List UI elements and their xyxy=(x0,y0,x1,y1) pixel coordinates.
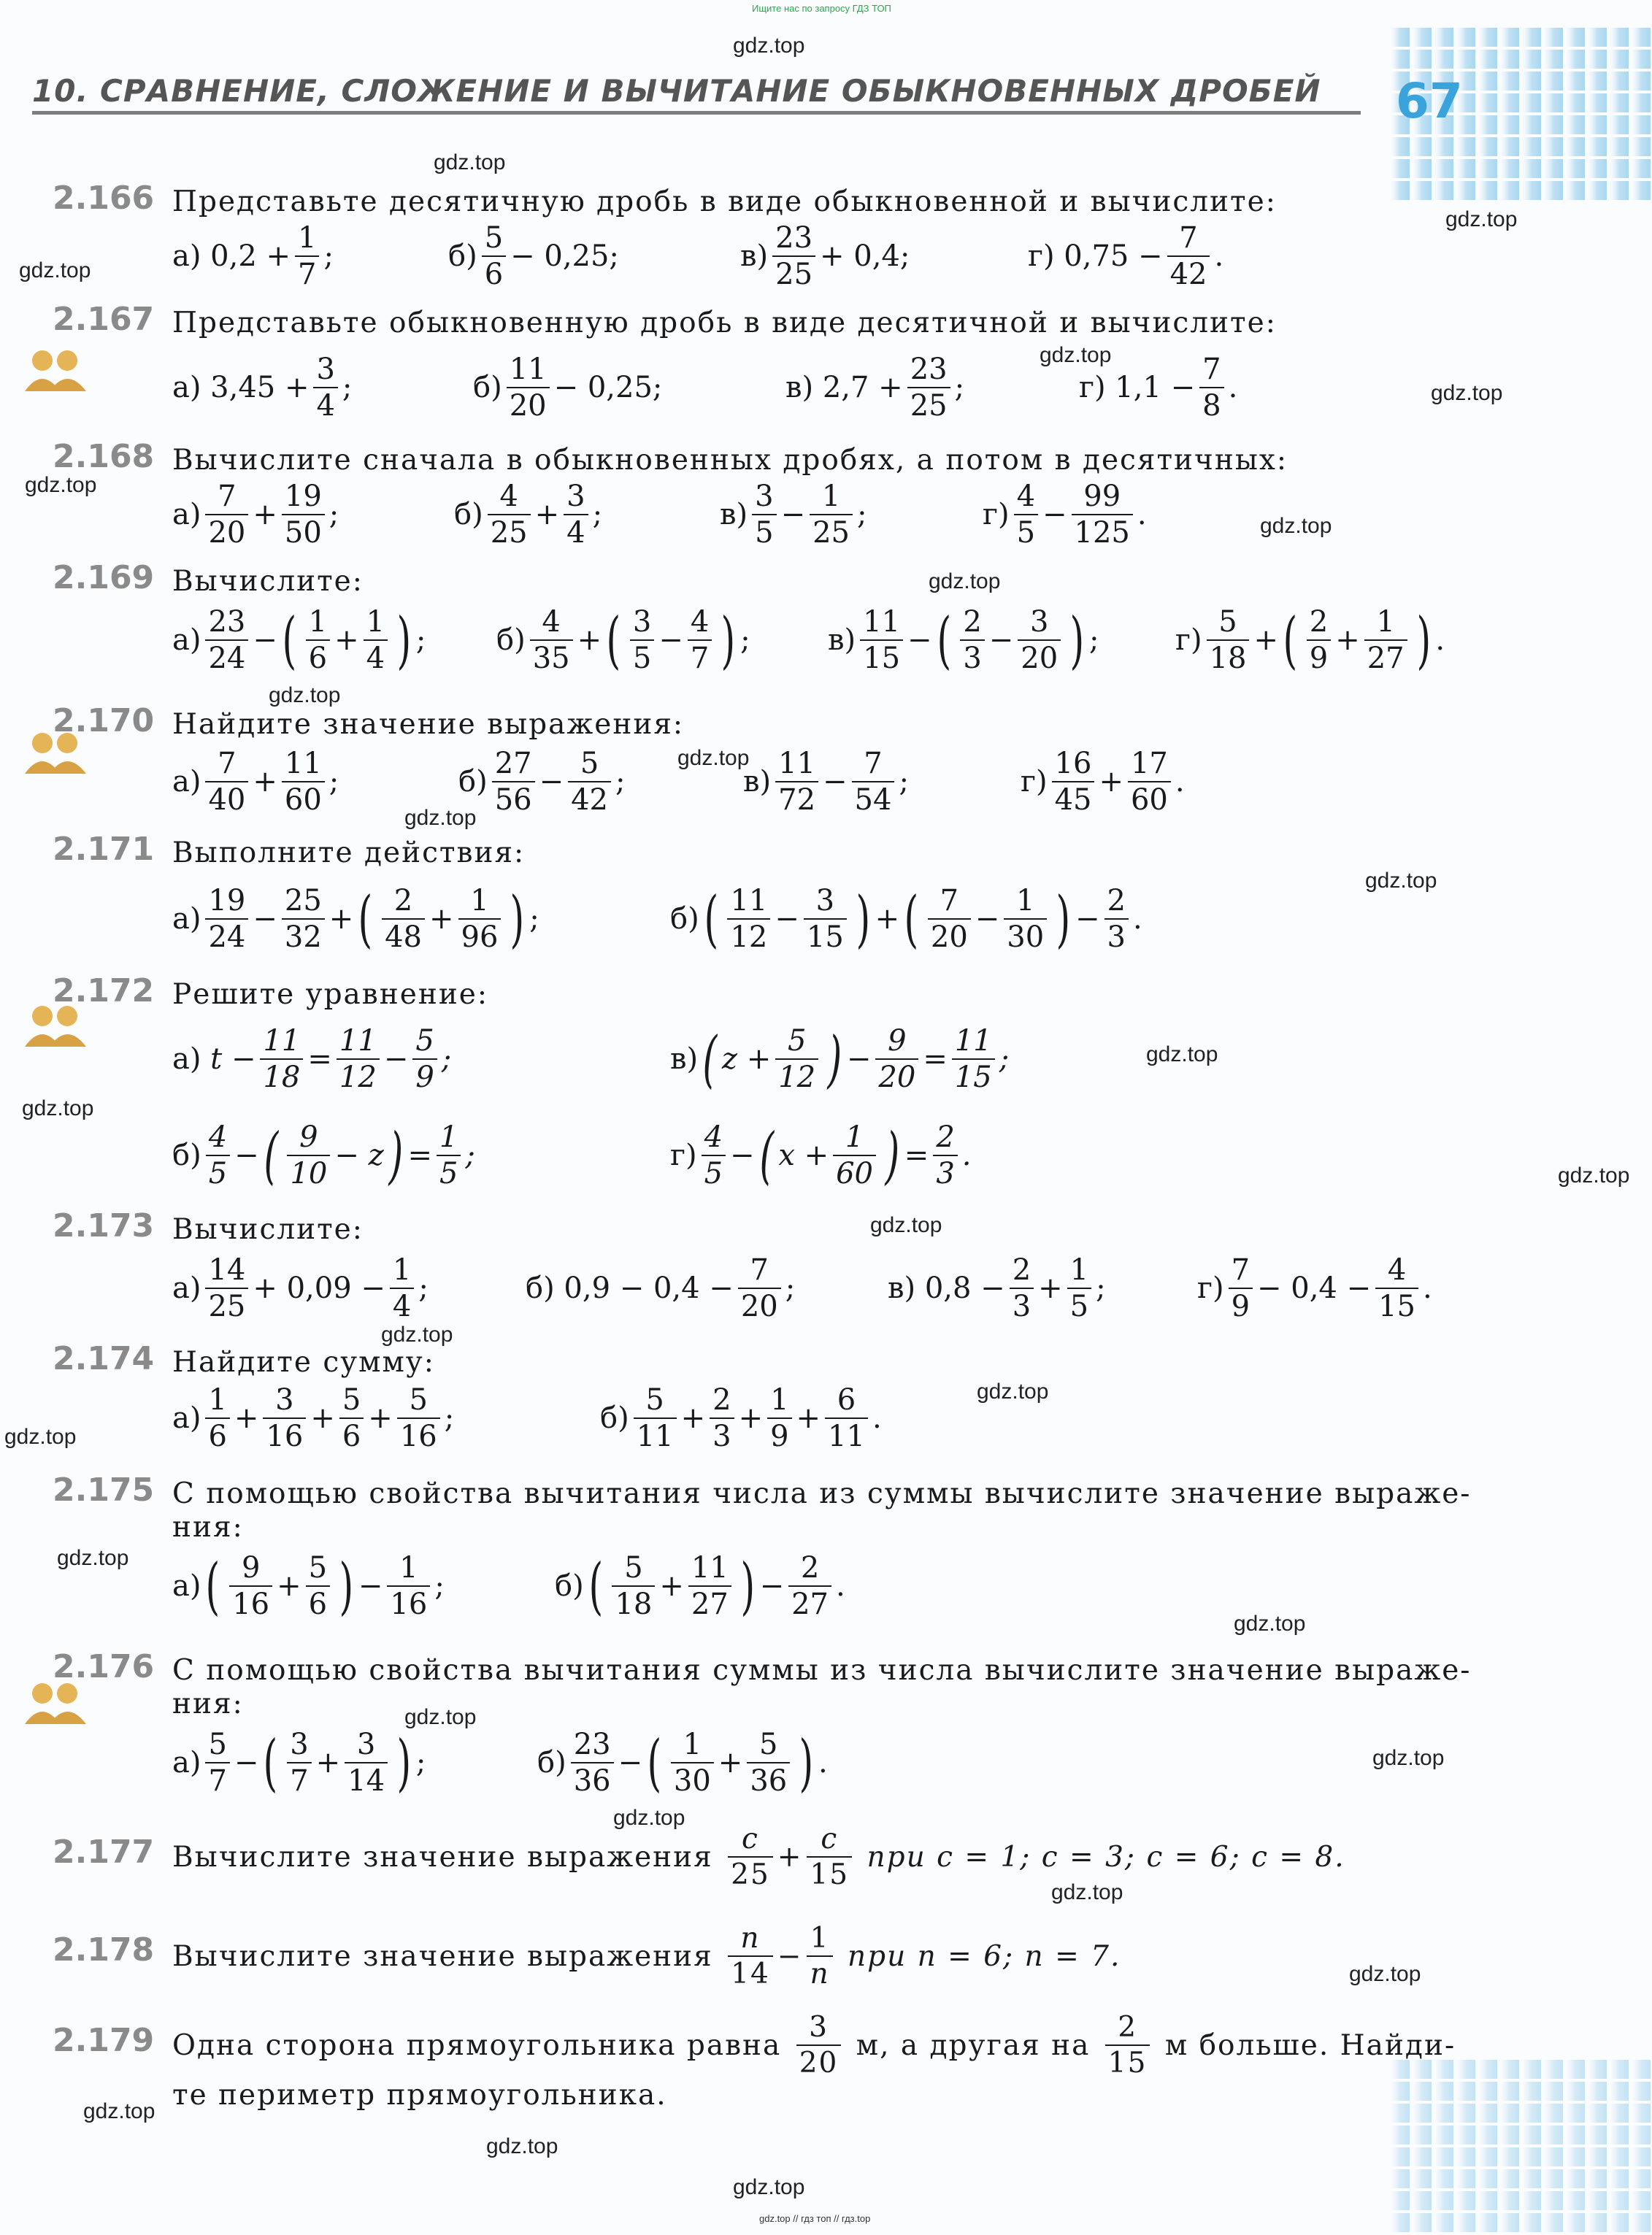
watermark: gdz.top xyxy=(613,1806,685,1830)
exercise-number: 2.167 xyxy=(53,301,155,338)
watermark: gdz.top xyxy=(4,1425,77,1449)
watermark: gdz.top xyxy=(1051,1880,1123,1904)
item-g: г) $\frac{7}{9}$ − 0,4 − $\frac{4}{15}$ . xyxy=(1197,1253,1432,1323)
chapter-header xyxy=(32,73,1361,114)
watermark: gdz.top xyxy=(1431,381,1503,405)
exercise-text-cont: те периметр прямоугольника. xyxy=(172,2079,667,2112)
watermark: gdz.top xyxy=(1260,514,1332,538)
item-b: б) $\frac{4}{35}$ + ( $\frac{3}{5}$ − $\frac{4}{7}$ ) ; xyxy=(496,604,750,676)
watermark: gdz.top xyxy=(677,746,750,770)
watermark: gdz.top xyxy=(269,683,341,707)
watermark: gdz.top xyxy=(404,1705,477,1729)
decorative-grid-bottom xyxy=(1389,2058,1652,2234)
item-g: г) $\frac{4}{5}$ − ( x + $\frac{1}{60}$ ) = $\frac{2}{3}$ . xyxy=(670,1120,972,1191)
watermark: gdz.top xyxy=(1372,1746,1445,1770)
watermark: gdz.top xyxy=(977,1380,1049,1404)
exercise-text: Одна сторона прямоугольника равна $\frac{3}{20}$ м, а другая на $\frac{2}{15}$ м больше. Найди- xyxy=(172,2011,1456,2080)
exercise-number: 2.166 xyxy=(53,180,155,217)
item-v: в) $\frac{11}{15}$ − ( $\frac{2}{3}$ − $\frac{3}{20}$ ) ; xyxy=(828,604,1099,676)
watermark: gdz.top xyxy=(929,569,1001,593)
item-v: в) $\frac{3}{5}$ − $\frac{1}{25}$ ; xyxy=(720,480,867,550)
exercise-text-cont: ния: xyxy=(172,1688,244,1720)
item-b: б) $\frac{27}{56}$ − $\frac{5}{42}$ ; xyxy=(458,747,626,817)
item-v: в) 0,8 − $\frac{2}{3}$ + $\frac{1}{5}$ ; xyxy=(888,1253,1106,1323)
watermark: gdz.top xyxy=(733,2175,805,2199)
exercise-number: 2.173 xyxy=(53,1207,155,1245)
item-b: б) $\frac{4}{25}$ + $\frac{3}{4}$ ; xyxy=(454,480,603,550)
exercise-text: Вычислите значение выражения $\frac{c}{25}$ + $\frac{c}{15}$ при c = 1; c = 3; c = 6; c = 8. xyxy=(172,1823,1345,1891)
watermark: gdz.top xyxy=(1349,1962,1421,1986)
exercise-text: С помощью свойства вычитания суммы из числа вычислите значение выраже- xyxy=(172,1654,1472,1687)
watermark: gdz.top xyxy=(1146,1042,1218,1066)
exercise-text-cont: ния: xyxy=(172,1511,244,1544)
exercise-number: 2.172 xyxy=(53,972,155,1009)
item-a: а) $\frac{23}{24}$ − ( $\frac{1}{6}$ + $\frac{1}{4}$ ) ; xyxy=(172,604,426,676)
item-a: а) $\frac{14}{25}$ + 0,09 − $\frac{1}{4}$ ; xyxy=(172,1253,429,1323)
exercise-number: 2.176 xyxy=(53,1648,155,1685)
watermark: gdz.top xyxy=(1558,1163,1630,1188)
item-b: б) 0,9 − 0,4 − $\frac{7}{20}$ ; xyxy=(526,1253,796,1323)
exercise-text: Решите уравнение: xyxy=(172,978,489,1011)
item-b: б) $\frac{11}{20}$ − 0,25; xyxy=(473,353,663,423)
exercise-number: 2.171 xyxy=(53,831,155,868)
exercise-number: 2.174 xyxy=(53,1340,155,1377)
item-a: а) $\frac{5}{7}$ − ( $\frac{3}{7}$ + $\frac{3}{14}$ ) ; xyxy=(172,1727,426,1799)
item-b: б) $\frac{5}{6}$ − 0,25; xyxy=(448,221,619,291)
watermark: gdz.top xyxy=(22,1096,94,1120)
watermark: gdz.top xyxy=(57,1546,129,1570)
watermark: gdz.top xyxy=(25,473,97,497)
watermark: gdz.top xyxy=(1445,207,1518,231)
item-b: б) $\frac{4}{5}$ − ( $\frac{9}{10}$ − z ) = $\frac{1}{5}$ ; xyxy=(172,1120,475,1191)
watermark: gdz.top xyxy=(1365,869,1437,893)
watermark: gdz.top xyxy=(1040,343,1112,367)
item-b: б) $\frac{23}{36}$ − ( $\frac{1}{30}$ + $\frac{5}{36}$ ) . xyxy=(537,1727,828,1799)
pair-work-icon xyxy=(22,346,89,391)
watermark: gdz.top xyxy=(434,150,506,174)
exercise-text: Вычислите сначала в обыкновенных дробях, а потом в десятичных: xyxy=(172,444,1288,477)
exercise-text: Представьте десятичную дробь в виде обыкновенной и вычислите: xyxy=(172,185,1277,218)
item-v: в) 2,7 + $\frac{23}{25}$ ; xyxy=(785,353,965,423)
watermark: gdz.top xyxy=(381,1323,453,1347)
item-v: в) $\frac{23}{25}$ + 0,4; xyxy=(740,221,910,291)
exercise-number: 2.178 xyxy=(53,1931,155,1969)
item-a: а) $\frac{7}{40}$ + $\frac{11}{60}$ ; xyxy=(172,747,339,817)
exercise-text: Представьте обыкновенную дробь в виде десятичной и вычислите: xyxy=(172,307,1277,339)
item-g: г) $\frac{5}{18}$ + ( $\frac{2}{9}$ + $\frac{1}{27}$ ) . xyxy=(1175,604,1445,676)
item-a: а) $\frac{1}{6}$ + $\frac{3}{16}$ + $\frac{5}{6}$ + $\frac{5}{16}$ ; xyxy=(172,1383,455,1453)
exercise-number: 2.179 xyxy=(53,2022,155,2059)
item-g: г) 1,1 − $\frac{7}{8}$ . xyxy=(1079,353,1238,423)
item-a: а) $\frac{7}{20}$ + $\frac{19}{50}$ ; xyxy=(172,480,339,550)
item-a: а) 0,2 + $\frac{1}{7}$ ; xyxy=(172,221,334,291)
pair-work-icon xyxy=(22,1679,89,1724)
header-rule xyxy=(32,111,1361,115)
exercise-number: 2.170 xyxy=(53,702,155,739)
item-g: г) 0,75 − $\frac{7}{42}$ . xyxy=(1028,221,1224,291)
bottom-link[interactable]: gdz.top // гдз топ // гдз.top xyxy=(759,2213,871,2224)
exercise-text: Вычислите: xyxy=(172,1213,364,1246)
exercise-text: Вычислите значение выражения $\frac{n}{14}$ − $\frac{1}{n}$ при n = 6; n = 7. xyxy=(172,1922,1121,1990)
watermark: gdz.top xyxy=(486,2134,558,2158)
watermark: gdz.top xyxy=(1234,1612,1306,1636)
item-a: а) t − $\frac{11}{18}$ = $\frac{11}{12}$ − $\frac{5}{9}$ ; xyxy=(172,1024,452,1094)
item-a: а) ( $\frac{9}{16}$ + $\frac{5}{6}$ ) − $\frac{1}{16}$ ; xyxy=(172,1550,445,1622)
item-v: в) ( z + $\frac{5}{12}$ ) − $\frac{9}{20}$ = $\frac{11}{15}$ ; xyxy=(670,1023,1010,1095)
exercise-number: 2.175 xyxy=(53,1472,155,1509)
exercise-number: 2.169 xyxy=(53,559,155,596)
item-g: г) $\frac{4}{5}$ − $\frac{99}{125}$ . xyxy=(983,480,1147,550)
exercise-text: Найдите значение выражения: xyxy=(172,708,685,741)
chapter-title: 10. СРАВНЕНИЕ, СЛОЖЕНИЕ И ВЫЧИТАНИЕ ОБЫКНОВЕННЫХ ДРОБЕЙ xyxy=(32,73,1321,109)
item-b: б) ( $\frac{5}{18}$ + $\frac{11}{27}$ ) − $\frac{2}{27}$ . xyxy=(555,1550,845,1622)
exercise-text: С помощью свойства вычитания числа из суммы вычислите значение выраже- xyxy=(172,1477,1472,1510)
watermark: gdz.top xyxy=(19,258,91,282)
exercise-text: Вычислите: xyxy=(172,565,364,598)
exercise-text: Выполните действия: xyxy=(172,836,526,869)
item-b: б) ( $\frac{11}{12}$ − $\frac{3}{15}$ ) + ( $\frac{7}{20}$ − $\frac{1}{30}$ ) − $\frac{2}{3}$ . xyxy=(670,883,1142,955)
item-a: а) 3,45 + $\frac{3}{4}$ ; xyxy=(172,353,353,423)
top-link[interactable]: Ищите нас по запросу ГДЗ ТОП xyxy=(752,3,891,14)
item-v: в) $\frac{11}{72}$ − $\frac{7}{54}$ ; xyxy=(743,747,909,817)
watermark: gdz.top xyxy=(870,1213,942,1237)
item-a: а) $\frac{19}{24}$ − $\frac{25}{32}$ + ( $\frac{2}{48}$ + $\frac{1}{96}$ ) ; xyxy=(172,883,539,955)
exercise-text: Найдите сумму: xyxy=(172,1346,435,1379)
item-g: г) $\frac{16}{45}$ + $\frac{17}{60}$ . xyxy=(1021,747,1185,817)
exercise-number: 2.177 xyxy=(53,1834,155,1871)
watermark: gdz.top xyxy=(83,2099,155,2123)
page-number: 67 xyxy=(1396,73,1463,129)
watermark: gdz.top xyxy=(733,34,805,58)
exercise-number: 2.168 xyxy=(53,438,155,475)
item-b: б) $\frac{5}{11}$ + $\frac{2}{3}$ + $\frac{1}{9}$ + $\frac{6}{11}$ . xyxy=(600,1383,882,1453)
watermark: gdz.top xyxy=(404,806,477,830)
